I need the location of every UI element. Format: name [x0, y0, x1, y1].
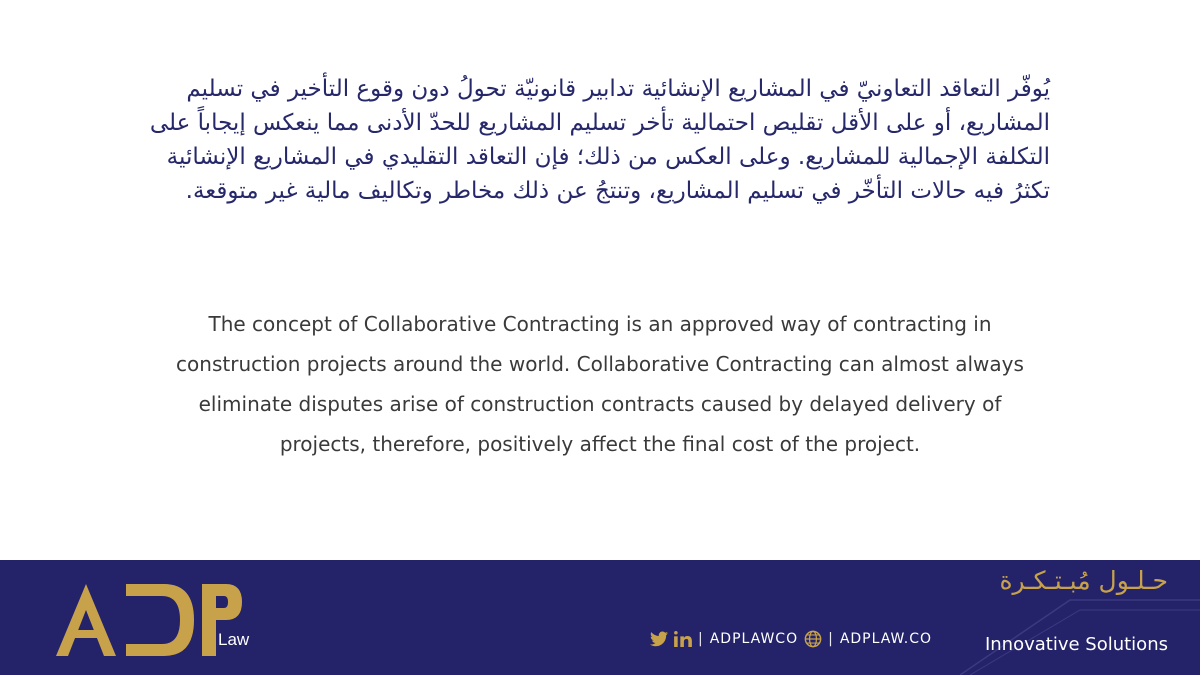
separator: |: [698, 631, 704, 647]
arabic-line: تكثرُ فيه حالات التأخّر في تسليم المشاريع، وتنتجُ عن ذلك مخاطر وتكاليف مالية غير متوقعة.: [185, 178, 1050, 204]
english-line: projects, therefore, positively affect the final cost of the project.: [279, 432, 921, 456]
arabic-paragraph: [150, 72, 1050, 208]
social-handle[interactable]: ADPLAWCO: [709, 631, 799, 647]
social-links: [650, 628, 932, 650]
footer-bar: [0, 560, 1200, 675]
tagline-arabic: حـلـول مُبـتـكـرة: [999, 566, 1168, 595]
tagline-english: Innovative Solutions: [984, 634, 1168, 655]
arabic-line: يُوفّر التعاقد التعاونيّ في المشاريع الإنشائية تدابير قانونيّة تحولُ دون وقوع التأخير في تسليم: [186, 76, 1050, 102]
website-link[interactable]: ADPLAW.CO: [839, 631, 933, 647]
english-paragraph: [120, 304, 1080, 464]
adp-logo: [54, 578, 244, 658]
globe-icon: [804, 630, 822, 648]
arabic-line: المشاريع، أو على الأقل تقليص احتمالية تأخر تسليم المشاريع للحدّ الأدنى مما ينعكس إيجاباً على: [149, 110, 1050, 136]
english-line: construction projects around the world. Collaborative Contracting can almost always: [176, 352, 1024, 376]
english-line: eliminate disputes arise of construction contracts caused by delayed delivery of: [198, 392, 1002, 416]
linkedin-icon[interactable]: [674, 631, 692, 647]
logo-subtitle: Law: [218, 630, 250, 649]
arabic-line: التكلفة الإجمالية للمشاريع. وعلى العكس من ذلك؛ فإن التعاقد التقليدي في المشاريع الإنشائية: [166, 144, 1050, 170]
english-line: The concept of Collaborative Contracting is an approved way of contracting in: [208, 312, 992, 336]
twitter-icon[interactable]: [650, 631, 668, 647]
separator: |: [828, 631, 834, 647]
